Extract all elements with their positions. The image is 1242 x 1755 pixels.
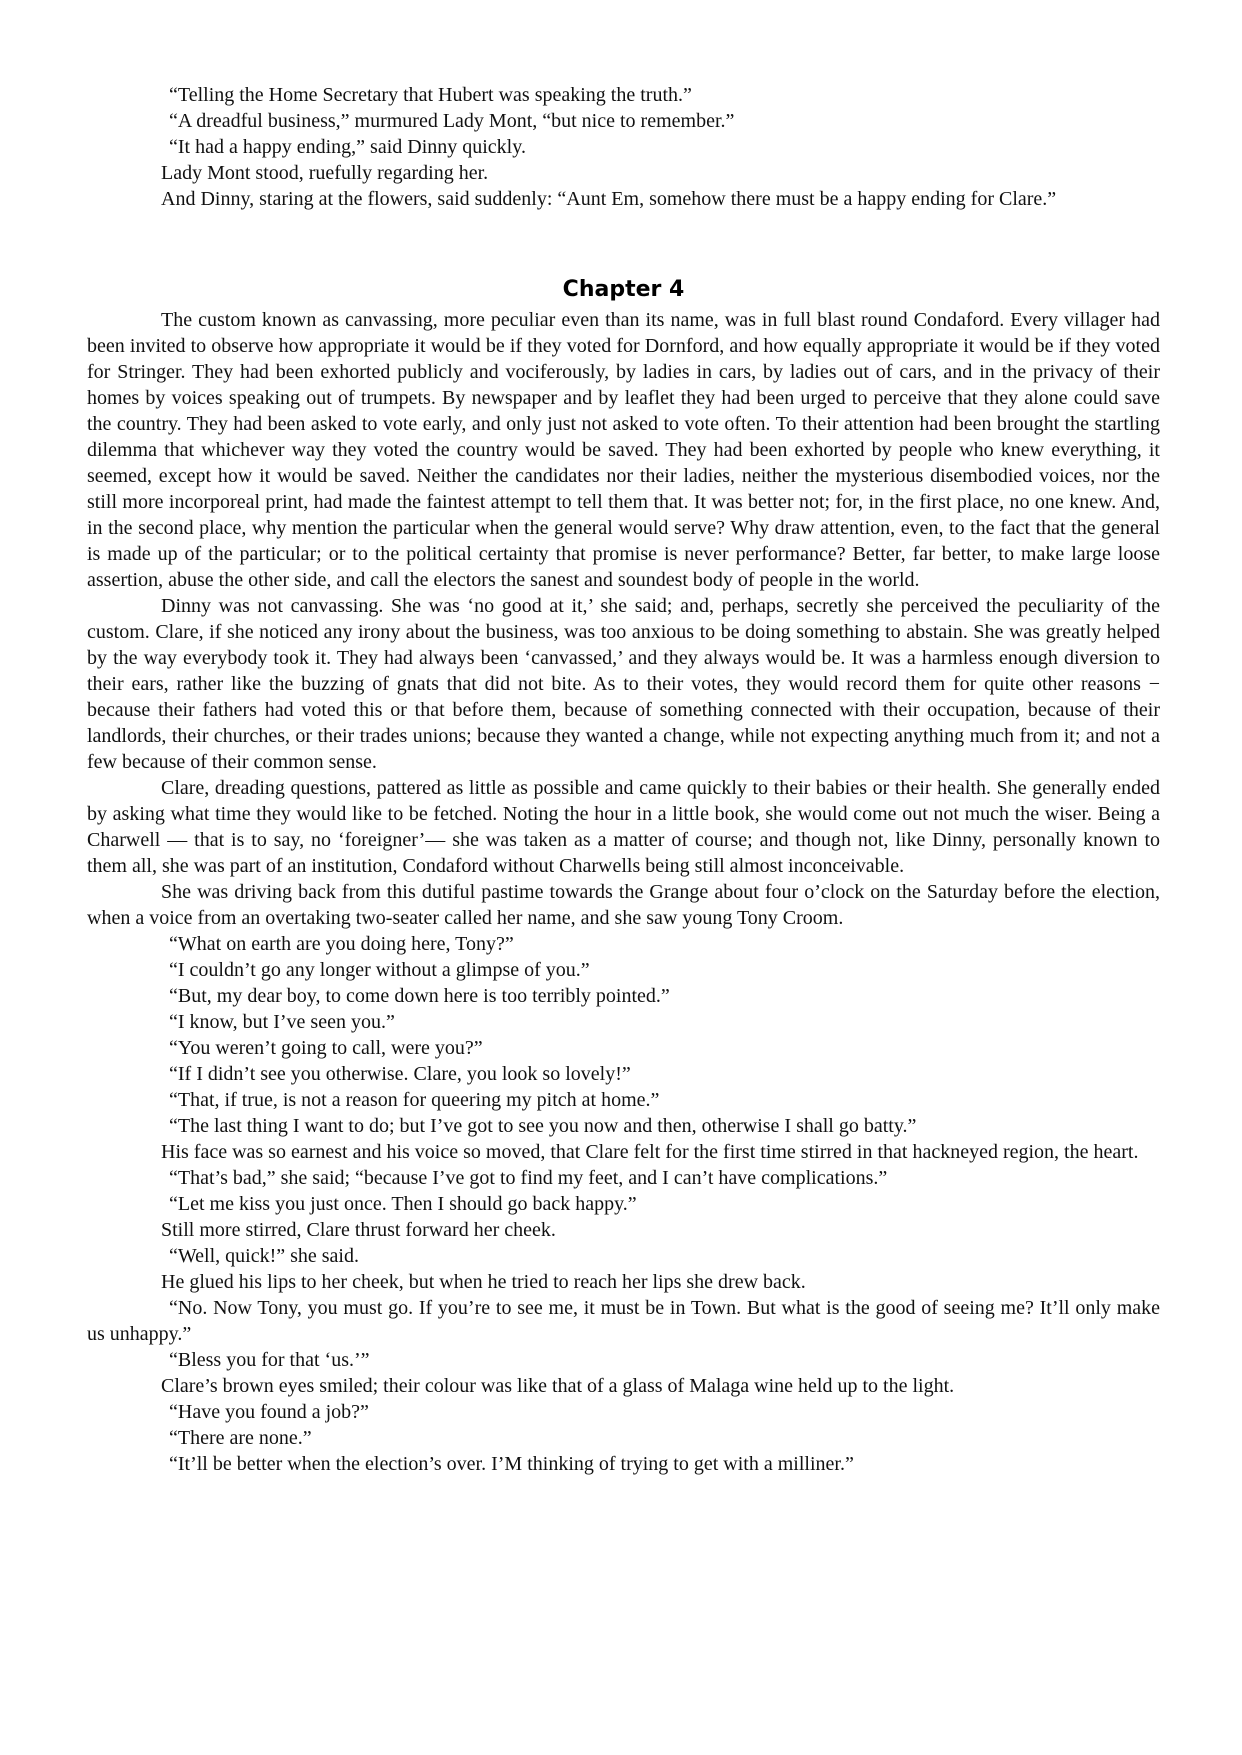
dialogue-line: “I know, but I’ve seen you.” [169, 1011, 395, 1033]
dialogue-line: “The last thing I want to do; but I’ve got to see you now and then, otherwise I shall go batty.” [169, 1115, 917, 1137]
paragraph: And Dinny, staring at the flowers, said suddenly: “Aunt Em, somehow there must be a happy ending for Clare.” [161, 188, 1057, 210]
dialogue-line: “But, my dear boy, to come down here is too terribly pointed.” [169, 985, 670, 1007]
paragraph: Dinny was not canvassing. She was ‘no good at it,’ she said; and, perhaps, secretly she perceived the peculiarity of the custom. Clare, if she noticed any irony about the business, was too anxious to be doing something to abstain. She was greatly helped by the way everybody took it. They had always been ‘canvassed,’ and they always would be. It was a harmless enough diversion to their ears, rather like the buzzing of gnats that did not bite. As to their votes, they would record them for quite other reasons − because their fathers had voted this or that before them, because of something connected with their occupation, because of their landlords, their churches, or their trades unions; because they wanted a change, while not expecting anything much from it; and not a few because of their common sense. [87, 595, 1160, 773]
dialogue-line: “What on earth are you doing here, Tony?” [169, 933, 514, 955]
paragraph: Clare, dreading questions, pattered as little as possible and came quickly to their babies or their health. She generally ended by asking what time they would like to be fetched. Noting the hour in a little book, she would come out not much the wiser. Being a Charwell — that is to say, no ‘foreigner’— she was taken as a matter of course; and though not, like Dinny, personally known to them all, she was part of an institution, Condaford without Charwells being still almost inconceivable. [87, 777, 1160, 877]
paragraph: “Telling the Home Secretary that Hubert was speaking the truth.” [169, 84, 692, 106]
dialogue-line: “There are none.” [169, 1427, 312, 1449]
paragraph: His face was so earnest and his voice so moved, that Clare felt for the first time stirred in that hackneyed region, the heart. [161, 1141, 1139, 1163]
dialogue-line: “Well, quick!” she said. [169, 1245, 359, 1267]
previous-chapter-ending [87, 82, 1160, 212]
chapter-title: Chapter 4 [562, 277, 685, 302]
document-page [87, 82, 1160, 1477]
dialogue-line: “Let me kiss you just once. Then I should go back happy.” [169, 1193, 637, 1215]
dialogue-line: “Bless you for that ‘us.’” [169, 1349, 370, 1371]
paragraph: “A dreadful business,” murmured Lady Mont, “but nice to remember.” [169, 110, 735, 132]
dialogue-line: “No. Now Tony, you must go. If you’re to see me, it must be in Town. But what is the good of seeing me? It’ll only make us unhappy.” [87, 1297, 1160, 1345]
dialogue-line: “I couldn’t go any longer without a glimpse of you.” [169, 959, 590, 981]
paragraph: He glued his lips to her cheek, but when he tried to reach her lips she drew back. [161, 1271, 806, 1293]
chapter-body [87, 307, 1160, 1477]
dialogue-line: “It’ll be better when the election’s over. I’M thinking of trying to get with a milliner.” [169, 1453, 854, 1475]
dialogue-line: “That, if true, is not a reason for queering my pitch at home.” [169, 1089, 660, 1111]
dialogue-line: “That’s bad,” she said; “because I’ve got to find my feet, and I can’t have complications.” [169, 1167, 888, 1189]
dialogue-line: “If I didn’t see you otherwise. Clare, you look so lovely!” [169, 1063, 631, 1085]
paragraph: The custom known as canvassing, more peculiar even than its name, was in full blast round Condaford. Every villager had been invited to observe how appropriate it would be if they voted for Dornford, and how equally appropriate it would be if they voted for Stringer. They had been exhorted publicly and vociferously, by ladies in cars, by ladies out of cars, and in the privacy of their homes by voices speaking out of trumpets. By newspaper and by leaflet they had been urged to perceive that they alone could save the country. They had been asked to vote early, and only just not asked to vote often. To their attention had been brought the startling dilemma that whichever way they voted the country would be saved. They had been exhorted by people who knew everything, it seemed, except how it would be saved. Neither the candidates nor their ladies, neither the mysterious disembodied voices, nor the still more incorporeal print, had made the faintest attempt to tell them that. It was better not; for, in the first place, no one knew. And, in the second place, why mention the particular when the general would serve? Why draw attention, even, to the fact that the general is made up of the particular; or to the political certainty that promise is never performance? Better, far better, to make large loose assertion, abuse the other side, and call the electors the sanest and soundest body of people in the world. [87, 309, 1160, 591]
dialogue-line: “You weren’t going to call, were you?” [169, 1037, 483, 1059]
paragraph: Clare’s brown eyes smiled; their colour was like that of a glass of Malaga wine held up to the light. [161, 1375, 955, 1397]
paragraph: Still more stirred, Clare thrust forward her cheek. [161, 1219, 556, 1241]
paragraph: Lady Mont stood, ruefully regarding her. [161, 162, 489, 184]
paragraph: She was driving back from this dutiful pastime towards the Grange about four o’clock on the Saturday before the election, when a voice from an overtaking two-seater called her name, and she saw young Tony Croom. [87, 881, 1160, 929]
dialogue-line: “Have you found a job?” [169, 1401, 369, 1423]
paragraph: “It had a happy ending,” said Dinny quickly. [169, 136, 526, 158]
